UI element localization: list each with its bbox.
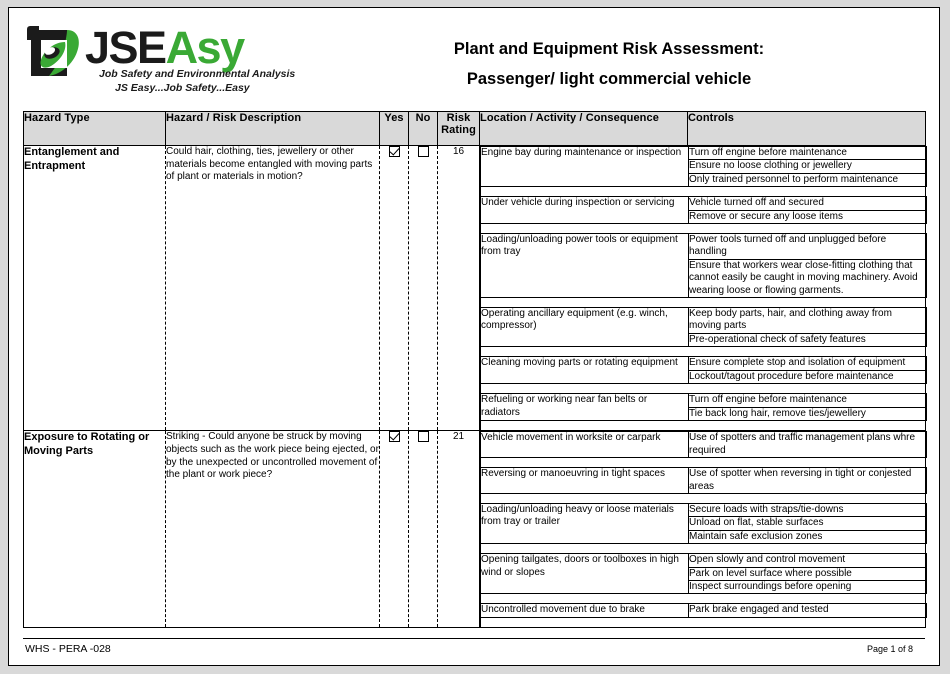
- location-controls-table: [480, 146, 927, 430]
- group-spacer-control: [689, 458, 927, 468]
- col-header-risk-rating: Risk Rating: [438, 112, 480, 146]
- document-page: [8, 7, 940, 666]
- control-cell: Tie back long hair, remove ties/jewellery: [689, 407, 927, 420]
- no-checkbox-cell[interactable]: [409, 431, 438, 628]
- group-spacer-control: [689, 384, 927, 394]
- location-cell: Opening tailgates, doors or toolboxes in high wind or slopes: [481, 554, 689, 594]
- col-header-yes: Yes: [380, 112, 409, 146]
- location-control-row: [481, 604, 927, 617]
- group-spacer-row: [481, 224, 927, 234]
- location-cell: Refueling or working near fan belts or radiators: [481, 394, 689, 421]
- group-spacer-row: [481, 384, 927, 394]
- group-spacer-location: [481, 384, 689, 394]
- brand-wordmark: [85, 22, 244, 74]
- risk-rating-cell: 21: [438, 431, 480, 628]
- yes-checkbox[interactable]: [389, 146, 400, 157]
- no-checkbox[interactable]: [418, 146, 429, 157]
- control-cell: Maintain safe exclusion zones: [689, 530, 927, 543]
- control-cell: Use of spotters and traffic management plans whre required: [689, 432, 927, 458]
- control-cell: Turn off engine before maintenance: [689, 394, 927, 407]
- brand-logo: [27, 22, 296, 96]
- location-control-row: [481, 394, 927, 407]
- group-spacer-control: [689, 224, 927, 234]
- control-cell: Park on level surface where possible: [689, 567, 927, 580]
- location-controls-table: [480, 431, 927, 627]
- control-cell: Vehicle turned off and secured: [689, 197, 927, 210]
- risk-assessment-table-wrapper: [23, 111, 925, 628]
- control-cell: Ensure that workers wear close-fitting clothing that cannot easily be caught in moving machinery. Avoid wearing loose or flowing garments.: [689, 259, 927, 297]
- document-title-line-2: Passenger/ light commercial vehicle: [466, 70, 752, 88]
- location-control-row: [481, 308, 927, 334]
- group-spacer-location: [481, 617, 689, 627]
- footer-page-number: Page 1 of 8: [866, 644, 913, 654]
- location-control-row: [481, 197, 927, 210]
- control-cell: Park brake engaged and tested: [689, 604, 927, 617]
- brand-wordmark-part1: JSE: [85, 22, 166, 73]
- control-cell: Inspect surroundings before opening: [689, 581, 927, 594]
- risk-assessment-table: [23, 111, 926, 628]
- col-header-hazard-description: Hazard / Risk Description: [166, 112, 380, 146]
- location-control-row: [481, 554, 927, 567]
- location-cell: Loading/unloading power tools or equipment from tray: [481, 234, 689, 298]
- yes-checkbox-cell[interactable]: [380, 431, 409, 628]
- location-control-row: [481, 357, 927, 370]
- brand-wordmark-part2: Asy: [165, 22, 244, 73]
- location-cell: Operating ancillary equipment (e.g. winch, compressor): [481, 308, 689, 347]
- control-cell: Pre-operational check of safety features: [689, 333, 927, 346]
- location-controls-host: [480, 431, 926, 628]
- control-cell: Secure loads with straps/tie-downs: [689, 504, 927, 517]
- document-title: [309, 34, 909, 94]
- hazard-description-cell: Could hair, clothing, ties, jewellery or other materials become entangled with moving parts of plant or materials in motion?: [166, 146, 380, 431]
- control-cell: Open slowly and control movement: [689, 554, 927, 567]
- footer-reference: WHS - PERA -028: [25, 643, 111, 655]
- location-control-row: [481, 504, 927, 517]
- location-cell: Reversing or manoeuvring in tight spaces: [481, 468, 689, 494]
- group-spacer-location: [481, 347, 689, 357]
- table-body: [24, 146, 926, 628]
- group-spacer-control: [689, 298, 927, 308]
- no-checkbox-cell[interactable]: [409, 146, 438, 431]
- brand-tagline-secondary: JS Easy...Job Safety...Easy: [115, 82, 250, 94]
- control-cell: Ensure no loose clothing or jewellery: [689, 160, 927, 173]
- brand-tagline-primary: Job Safety and Environmental Analysis: [99, 68, 296, 80]
- document-masthead: [9, 8, 939, 104]
- control-cell: Lockout/tagout procedure before maintenance: [689, 370, 927, 383]
- location-control-row: [481, 147, 927, 160]
- group-spacer-location: [481, 494, 689, 504]
- group-spacer-row: [481, 187, 927, 197]
- group-spacer-control: [689, 594, 927, 604]
- location-cell: Engine bay during maintenance or inspection: [481, 147, 689, 187]
- table-header: [24, 112, 926, 146]
- control-cell: Turn off engine before maintenance: [689, 147, 927, 160]
- control-cell: Keep body parts, hair, and clothing away from moving parts: [689, 308, 927, 334]
- control-cell: Ensure complete stop and isolation of equipment: [689, 357, 927, 370]
- col-header-no: No: [409, 112, 438, 146]
- control-cell: Power tools turned off and unplugged before handling: [689, 234, 927, 260]
- group-spacer-row: [481, 420, 927, 430]
- group-spacer-control: [689, 420, 927, 430]
- document-footer: [23, 638, 925, 658]
- group-spacer-control: [689, 617, 927, 627]
- group-spacer-row: [481, 544, 927, 554]
- control-cell: Only trained personnel to perform maintenance: [689, 173, 927, 186]
- control-cell: Use of spotter when reversing in tight or conjested areas: [689, 468, 927, 494]
- group-spacer-location: [481, 420, 689, 430]
- hazard-type-cell: Entanglement and Entrapment: [24, 146, 166, 431]
- yes-checkbox[interactable]: [389, 431, 400, 442]
- group-spacer-row: [481, 347, 927, 357]
- location-control-row: [481, 234, 927, 260]
- location-cell: Under vehicle during inspection or servicing: [481, 197, 689, 224]
- group-spacer-control: [689, 494, 927, 504]
- group-spacer-row: [481, 298, 927, 308]
- table-header-row: [24, 112, 926, 146]
- hazard-type-cell: Exposure to Rotating or Moving Parts: [24, 431, 166, 628]
- location-cell: Uncontrolled movement due to brake: [481, 604, 689, 617]
- group-spacer-control: [689, 347, 927, 357]
- location-cell: Cleaning moving parts or rotating equipment: [481, 357, 689, 384]
- group-spacer-row: [481, 594, 927, 604]
- control-cell: Unload on flat, stable surfaces: [689, 517, 927, 530]
- control-cell: Remove or secure any loose items: [689, 210, 927, 223]
- risk-rating-cell: 16: [438, 146, 480, 431]
- hazard-description-cell: Striking - Could anyone be struck by moving objects such as the work piece being ejected, or by the unexpected or uncontrolled movement of the plant or work piece?: [166, 431, 380, 628]
- group-spacer-location: [481, 594, 689, 604]
- hazard-row: [24, 431, 926, 628]
- location-cell: Loading/unloading heavy or loose materials from tray or trailer: [481, 504, 689, 544]
- location-control-row: [481, 432, 927, 458]
- col-header-hazard-type: Hazard Type: [24, 112, 166, 146]
- group-spacer-row: [481, 458, 927, 468]
- hazard-row: [24, 146, 926, 431]
- group-spacer-row: [481, 617, 927, 627]
- group-spacer-row: [481, 494, 927, 504]
- group-spacer-location: [481, 224, 689, 234]
- yes-checkbox-cell[interactable]: [380, 146, 409, 431]
- col-header-controls: Controls: [688, 112, 926, 146]
- jseasy-camera-leaf-logo-icon: [27, 26, 83, 78]
- location-control-row: [481, 468, 927, 494]
- no-checkbox[interactable]: [418, 431, 429, 442]
- group-spacer-location: [481, 458, 689, 468]
- group-spacer-location: [481, 187, 689, 197]
- location-controls-host: [480, 146, 926, 431]
- location-cell: Vehicle movement in worksite or carpark: [481, 432, 689, 458]
- group-spacer-location: [481, 544, 689, 554]
- group-spacer-control: [689, 544, 927, 554]
- document-title-line-1: Plant and Equipment Risk Assessment:: [453, 40, 765, 58]
- group-spacer-location: [481, 298, 689, 308]
- col-header-location: Location / Activity / Consequence: [480, 112, 688, 146]
- footer-divider: [23, 638, 925, 639]
- group-spacer-control: [689, 187, 927, 197]
